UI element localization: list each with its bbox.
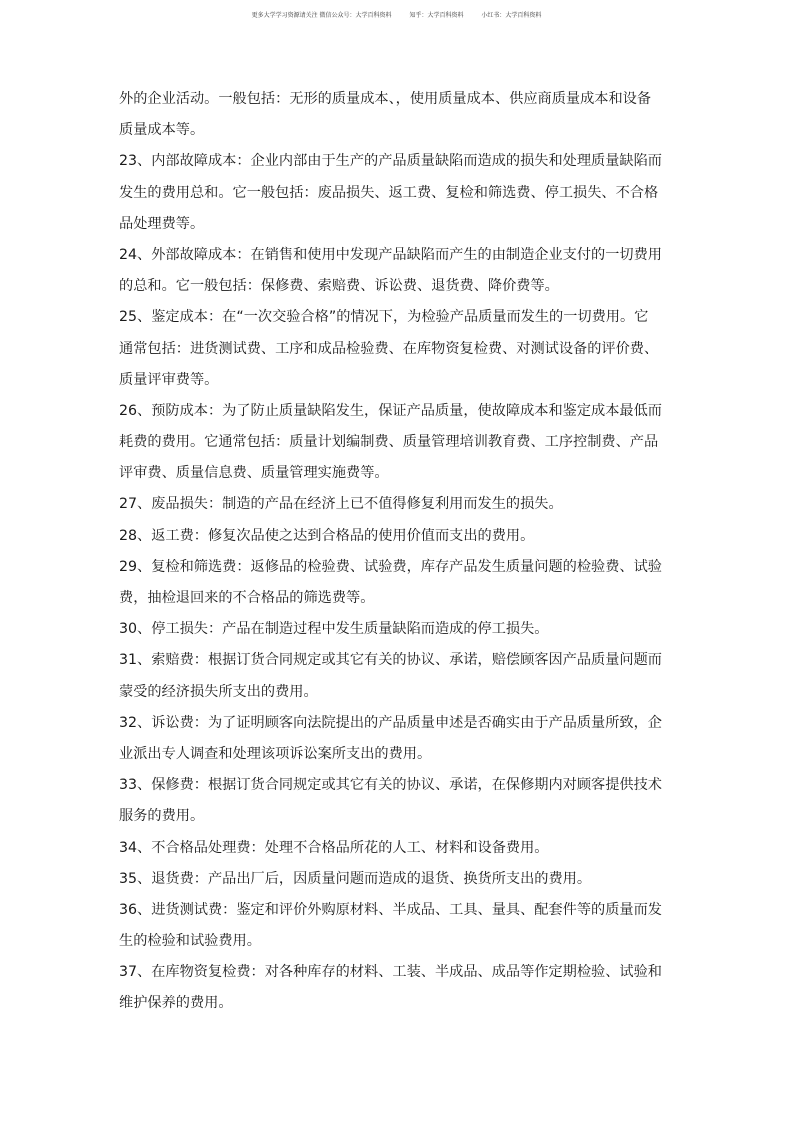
text-line: 33、保修费：根据订货合同规定或其它有关的协议、承诺，在保修期内对顾客提供技术: [119, 777, 662, 794]
text-line: 服务的费用。: [119, 808, 205, 825]
text-line: 外的企业活动。一般包括：无形的质量成本、，使用质量成本、供应商质量成本和设备: [119, 91, 652, 107]
text-line: 质量评审费等。: [119, 371, 219, 388]
text-line: 评审费、质量信息费、质量管理实施费等。: [119, 465, 389, 482]
header-text-wechat: 更多大学学习资源请关注 微信公众号：大学百科资料: [251, 12, 392, 19]
text-line: 28、返工费：修复次品使之达到合格品的使用价值而支出的费用。: [119, 527, 535, 544]
text-line: 32、诉讼费：为了证明顾客向法院提出的产品质量申述是否确实由于产品质量所致，企: [119, 714, 662, 731]
header-text-zhihu: 知乎：大学百科资料: [409, 12, 464, 19]
text-line: 31、索赔费：根据订货合同规定或其它有关的协议、承诺，赔偿顾客因产品质量问题而: [119, 652, 662, 669]
text-line: 26、预防成本：为了防止质量缺陷发生，保证产品质量，使故障成本和鉴定成本最低而: [119, 402, 662, 419]
text-line: 通常包括：进货测试费、工序和成品检验费、在库物资复检费、对测试设备的评价费、: [119, 340, 659, 357]
text-line: 23、内部故障成本：企业内部由于生产的产品质量缺陷而造成的损失和处理质量缺陷而: [119, 153, 662, 170]
text-line: 业派出专人调查和处理该项诉讼案所支出的费用。: [119, 745, 432, 762]
text-line: 29、复检和筛选费：返修品的检验费、试验费，库存产品发生质量问题的检验费、试验: [119, 558, 662, 575]
text-line: 生的检验和试验费用。: [119, 933, 261, 950]
text-line: 费，抽检退回来的不合格品的筛选费等。: [119, 590, 375, 606]
page-header: [0, 10, 793, 19]
text-line: 蒙受的经济损失所支出的费用。: [119, 683, 318, 700]
text-line: 维护保养的费用。: [119, 995, 233, 1012]
text-line: 25、鉴定成本：在“一次交验合格”的情况下，为检验产品质量而发生的一切费用。它: [119, 309, 649, 326]
text-line: 耗费的费用。它通常包括：质量计划编制费、质量管理培训教育费、工序控制费、产品: [119, 434, 659, 451]
text-line: 24、外部故障成本：在销售和使用中发现产品缺陷而产生的由制造企业支付的一切费用: [119, 246, 662, 263]
text-line: 36、进货测试费：鉴定和评价外购原材料、半成品、工具、量具、配套件等的质量而发: [119, 901, 662, 918]
text-line: 27、废品损失：制造的产品在经济上已不值得修复利用而发生的损失。: [119, 496, 563, 513]
text-line: 37、在库物资复检费：对各种库存的材料、工装、半成品、成品等作定期检验、试验和: [119, 964, 662, 981]
text-line: 的总和。它一般包括：保修费、索赔费、诉讼费、退货费、降价费等。: [119, 278, 559, 295]
text-line: 35、退货费：产品出厂后，因质量问题而造成的退货、换货所支出的费用。: [119, 870, 592, 887]
text-line: 30、停工损失：产品在制造过程中发生质量缺陷而造成的停工损失。: [119, 621, 549, 638]
text-line: 品处理费等。: [119, 215, 205, 232]
text-line: 34、不合格品处理费：处理不合格品所花的人工、材料和设备费用。: [119, 839, 549, 856]
text-line: 发生的费用总和。它一般包括：废品损失、返工费、复检和筛选费、停工损失、不合格: [119, 184, 659, 201]
document-body: [119, 84, 681, 1020]
text-line: 质量成本等。: [119, 122, 205, 139]
header-text-xiaohongshu: 小红书：大学百科资料: [481, 12, 542, 19]
